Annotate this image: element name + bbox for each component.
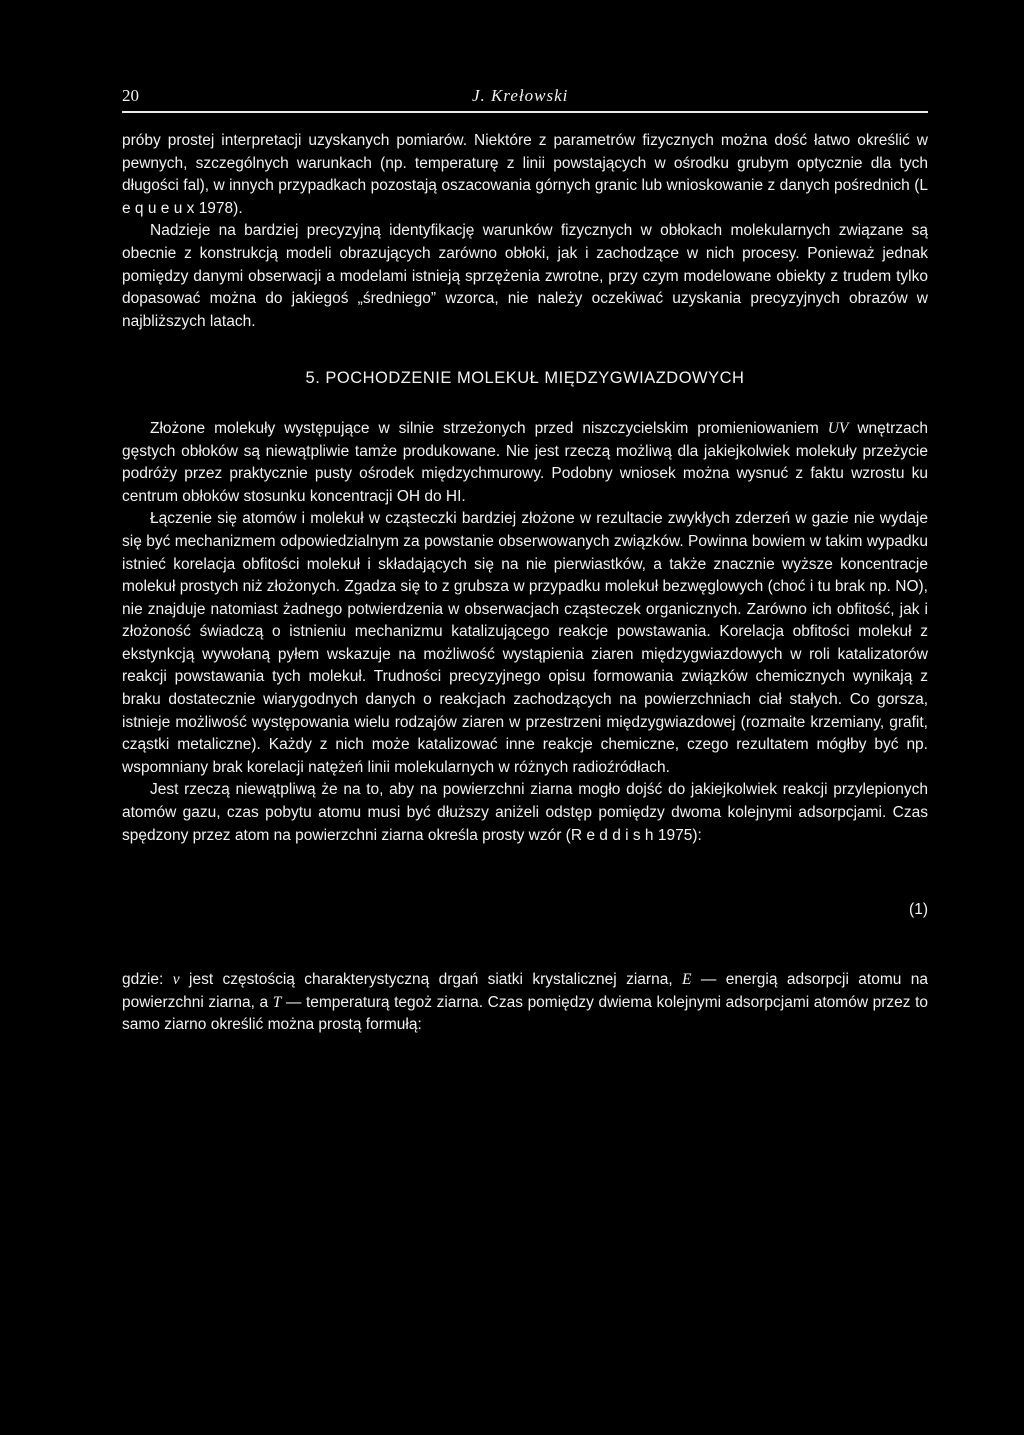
paragraph-1: próby prostej interpretacji uzyskanych pomiarów. Niektóre z parametrów fizycznych można dość łatwo określić w pewnych, szczególnych warunkach (np. temperaturę z linii powstających w ośrodku grubym optycznie dla tych długości fal), w innych przypadkach pozostają oszacowania górnych granic lub wnioskowanie z danych pośrednich (L e q u e u x 1978). (122, 132, 928, 217)
paragraph-5: Jest rzeczą niewątpliwą że na to, aby na powierzchni ziarna mogło dojść do jakiejkolwiek reakcji przylepionych atomów gazu, czas pobytu atomu musi być dłuższy aniżeli odstęp pomiędzy dwoma kolejnymi adsorpcjami. Czas spędzony przez atom na powierzchni ziarna określa prosty wzór (R e d d i s h 1975): (122, 781, 928, 844)
paragraph-6 (122, 969, 928, 1037)
energy-symbol: E (682, 971, 692, 989)
nu-symbol: ν (172, 971, 180, 989)
running-head-author: J. Krełowski (472, 86, 569, 105)
section-heading: 5. POCHODZENIE MOLEKUŁ MIĘDZYGWIAZDOWYCH (305, 369, 745, 388)
paragraph-6-text-a: gdzie: (122, 971, 173, 989)
paragraph-6-text-c: — energią adsorpcji atomu na powierzchni ziarna, a (122, 971, 928, 1011)
paragraph-3-text-b: wnętrzach gęstych obłoków są niewątpliwie tamże produkowane. Nie jest rzeczą możliwą dla jakiejkolwiek molekuły przeżycie podróży przez praktycznie pusty ośrodek międzychmurowy. Podobny wniosek można wysnuć z faktu wzrostu ku centrum obłoków stosunku koncentracji OH do HI. (122, 419, 929, 505)
paragraph-3-text-a: Złożone molekuły występujące w silnie strzeżonych przed niszczycielskim promieniowaniem (150, 419, 828, 437)
paragraph-6-text-d: — temperaturą tegoż ziarna. Czas pomiędzy dwiema kolejnymi adsorpcjami atomów przez to samo ziarno określić można prostą formułą: (122, 993, 928, 1034)
paragraph-4: Łączenie się atomów i molekuł w cząsteczki bardziej złożone w rezultacie zwykłych zderzeń w gazie nie wydaje się być mechanizmem odpowiedzialnym za powstanie obserwowanych związków. Powinna bowiem w takim wypadku istnieć korelacja obfitości molekuł i składających się na nie pierwiastków, a także znacznie wyższe koncentracje molekuł prostych niż złożonych. Zgadza się to z grubsza w przypadku molekuł bezwęglowych (choć i tu brak np. NO), nie znajduje natomiast żadnego potwierdzenia w obserwacjach cząsteczek organicznych. Zarówno ich obfitość, jak i złożoność świadczą o istnieniu mechanizmu katalizującego reakcje powstawania. Korelacja obfitości molekuł z ekstynkcją wywołaną pyłem wskazuje na możliwość wystąpienia ziaren międzygwiazdowych w roli katalizatorów reakcji powstawania tych molekuł. Trudności precyzyjnego opisu formowania związków chemicznych wynikają z braku dostatecznie wiarygodnych danych o reakcjach zachodzących na powierzchniach ciał stałych. Co gorsza, istnieje możliwość występowania wielu rodzajów ziaren w przestrzeni międzygwiazdowej (rozmaite krzemiany, grafit, cząstki metaliczne). Każdy z nich może katalizować inne reakcje chemiczne, czego rezultatem mógłby być np. wspomniany brak korelacji natężeń linii molekularnych w różnych radioźródłach. (122, 510, 928, 776)
uv-symbol: UV (827, 419, 849, 437)
equation-1 (122, 885, 928, 931)
page (122, 86, 928, 1037)
body-text (122, 130, 928, 1037)
running-head (122, 86, 928, 112)
equation-number: (1) (909, 901, 928, 919)
header-rule (122, 111, 928, 113)
paragraph-2: Nadzieje na bardziej precyzyjną identyfikację warunków fizycznych w obłokach molekularnych związane są obecnie z konstrukcją modeli obrazujących zarówno obłoki, jak i zachodzące w nich procesy. Ponieważ jednak pomiędzy danymi obserwacji a modelami istnieją sprzężenia zwrotne, przy czym modelowane obiekty z trudem tylko dopasować można do jakiegoś „średniego” wzorca, nie należy oczekiwać uzyskania precyzyjnych obrazów w najbliższych latach. (122, 222, 928, 330)
temperature-symbol: T (272, 993, 282, 1011)
page-number: 20 (122, 86, 139, 105)
paragraph-3 (122, 418, 928, 508)
paragraph-6-text-b: jest częstością charakterystyczną drgań siatki krystalicznej ziarna, (179, 971, 683, 989)
